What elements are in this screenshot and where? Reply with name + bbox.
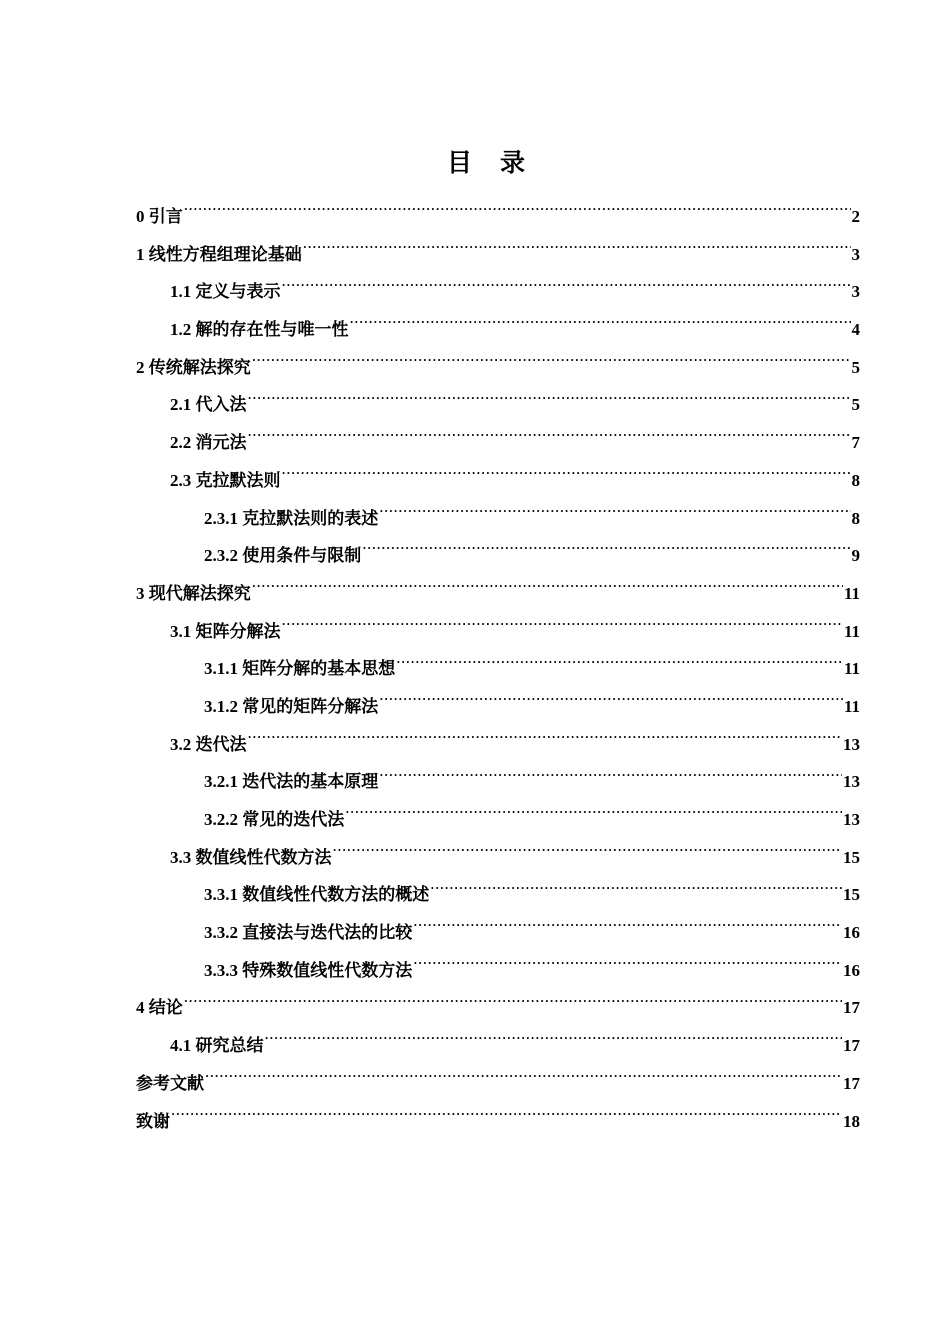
toc-entry[interactable]: [136, 236, 860, 274]
toc-entry-label: 1.1 定义与表示: [170, 282, 281, 302]
table-of-contents: [136, 198, 860, 1140]
toc-dot-leader: [282, 620, 843, 637]
toc-dot-leader: [282, 280, 851, 297]
toc-entry-label: 3.2.1 迭代法的基本原理: [204, 772, 379, 792]
toc-entry-page-number: 2: [851, 207, 860, 226]
toc-dot-leader: [379, 507, 850, 524]
toc-entry[interactable]: [136, 952, 860, 990]
toc-dot-leader: [430, 883, 842, 900]
toc-entry-label: 3.1.2 常见的矩阵分解法: [204, 696, 379, 716]
toc-entry[interactable]: [136, 273, 860, 311]
toc-entry[interactable]: [136, 688, 860, 726]
toc-dot-leader: [252, 582, 843, 599]
toc-entry-page-number: 17: [843, 1073, 860, 1093]
toc-dot-leader: [248, 733, 843, 750]
toc-entry-label: 3.2 迭代法: [170, 734, 247, 754]
toc-dot-leader: [396, 657, 843, 674]
toc-entry[interactable]: [136, 500, 860, 538]
toc-entry-page-number: 8: [851, 508, 860, 528]
toc-entry[interactable]: [136, 1065, 860, 1103]
toc-dot-leader: [362, 544, 850, 561]
toc-entry-label: 2.3.2 使用条件与限制: [204, 546, 362, 566]
toc-entry[interactable]: [136, 537, 860, 575]
toc-entry-page-number: 17: [843, 1036, 860, 1056]
toc-title: 目录: [446, 150, 553, 177]
toc-dot-leader: [350, 318, 851, 335]
toc-dot-leader: [303, 243, 851, 260]
toc-entry-page-number: 4: [851, 320, 860, 340]
toc-entry[interactable]: [136, 1027, 860, 1065]
toc-entry-label: 3 现代解法探究: [136, 583, 251, 603]
toc-dot-leader: [171, 1110, 842, 1127]
toc-entry[interactable]: [136, 726, 860, 764]
toc-entry[interactable]: [136, 424, 860, 462]
toc-entry-label: 0 引言: [136, 207, 183, 226]
toc-entry-label: 2.1 代入法: [170, 395, 247, 415]
toc-entry-page-number: 3: [851, 282, 860, 302]
toc-dot-leader: [282, 469, 851, 486]
toc-entry[interactable]: [136, 613, 860, 651]
toc-entry-label: 2.2 消元法: [170, 433, 247, 453]
toc-entry[interactable]: [136, 989, 860, 1027]
toc-entry-page-number: 17: [843, 998, 860, 1018]
toc-entry-label: 3.1 矩阵分解法: [170, 621, 281, 641]
toc-entry-page-number: 5: [851, 395, 860, 415]
toc-entry-page-number: 8: [851, 470, 860, 490]
toc-entry-label: 3.3.3 特殊数值线性代数方法: [204, 960, 413, 980]
toc-entry-page-number: 3: [851, 244, 860, 264]
toc-dot-leader: [413, 921, 842, 938]
toc-entry[interactable]: [136, 650, 860, 688]
toc-entry[interactable]: [136, 839, 860, 877]
toc-entry-label: 3.3.1 数值线性代数方法的概述: [204, 885, 430, 905]
toc-entry-page-number: 11: [843, 659, 860, 679]
toc-dot-leader: [345, 808, 842, 825]
toc-entry[interactable]: [136, 914, 860, 952]
toc-entry-page-number: 11: [843, 696, 860, 716]
toc-entry-page-number: 13: [843, 734, 860, 754]
toc-dot-leader: [184, 996, 842, 1013]
toc-entry[interactable]: [136, 462, 860, 500]
toc-entry-page-number: 13: [843, 810, 860, 829]
toc-entry-label: 3.3.2 直接法与迭代法的比较: [204, 923, 413, 943]
toc-entry-label: 3.3 数值线性代数方法: [170, 847, 332, 867]
toc-entry-page-number: 16: [843, 923, 860, 943]
toc-entry-page-number: 11: [843, 621, 860, 641]
toc-entry-page-number: 15: [843, 847, 860, 867]
toc-dot-leader: [248, 431, 851, 448]
toc-entry-label: 4.1 研究总结: [170, 1036, 264, 1056]
toc-dot-leader: [248, 393, 851, 410]
toc-entry-page-number: 13: [843, 772, 860, 792]
toc-entry[interactable]: [136, 198, 860, 236]
toc-entry-label: 1.2 解的存在性与唯一性: [170, 320, 349, 340]
toc-dot-leader: [184, 205, 851, 222]
toc-dot-leader: [252, 356, 851, 373]
toc-entry[interactable]: [136, 763, 860, 801]
toc-entry-label: 2.3.1 克拉默法则的表述: [204, 508, 379, 528]
toc-entry[interactable]: [136, 386, 860, 424]
toc-dot-leader: [413, 959, 842, 976]
toc-entry-label: 1 线性方程组理论基础: [136, 244, 302, 264]
toc-entry[interactable]: [136, 876, 860, 914]
toc-entry[interactable]: [136, 1103, 860, 1141]
toc-entry-page-number: 5: [851, 357, 860, 377]
toc-entry-page-number: 18: [843, 1111, 860, 1131]
toc-entry-label: 4 结论: [136, 998, 183, 1018]
toc-entry-label: 3.1.1 矩阵分解的基本思想: [204, 659, 396, 679]
toc-entry-page-number: 7: [851, 433, 860, 453]
toc-entry-label: 致谢: [136, 1111, 170, 1131]
toc-entry-label: 2.3 克拉默法则: [170, 470, 281, 490]
toc-dot-leader: [333, 846, 843, 863]
toc-entry-label: 3.2.2 常见的迭代法: [204, 810, 345, 829]
toc-entry-label: 参考文献: [136, 1073, 204, 1093]
toc-entry-page-number: 15: [843, 885, 860, 905]
toc-entry[interactable]: [136, 801, 860, 839]
toc-dot-leader: [265, 1034, 843, 1051]
toc-dot-leader: [205, 1072, 842, 1089]
toc-entry-page-number: 11: [843, 583, 860, 603]
toc-dot-leader: [379, 695, 843, 712]
toc-entry-page-number: 9: [851, 546, 860, 566]
toc-entry-label: 2 传统解法探究: [136, 357, 251, 377]
toc-dot-leader: [379, 770, 842, 787]
toc-entry-page-number: 16: [843, 960, 860, 980]
toc-entry[interactable]: [136, 349, 860, 387]
toc-entry[interactable]: [136, 575, 860, 613]
toc-entry[interactable]: [136, 311, 860, 349]
